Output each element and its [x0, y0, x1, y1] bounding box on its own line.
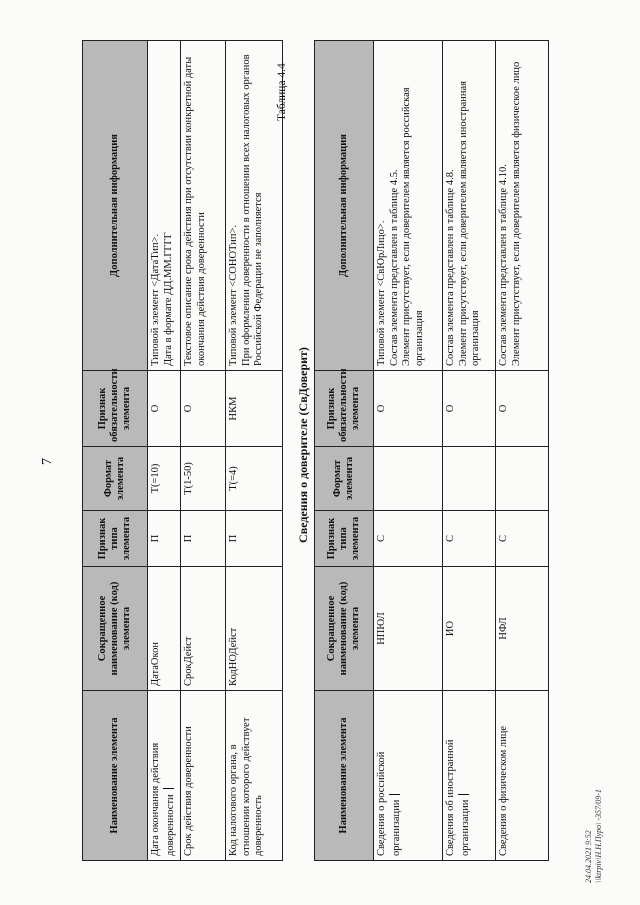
header-cell: Дополнительная информация	[315, 41, 374, 371]
table-row	[374, 41, 443, 861]
header-cell: Признак обязательности элемента	[83, 371, 148, 447]
element-format	[374, 447, 443, 511]
element-info: Текстовое описание срока действия при отсутствии конкретной даты окончания действия доверенности	[181, 41, 226, 371]
header-cell: Признак типа элемента	[315, 511, 374, 567]
table-row	[148, 41, 181, 861]
element-name-cell	[148, 691, 181, 861]
element-name: Код налогового органа, в отношении которого действует доверенность	[226, 691, 283, 861]
table-row	[181, 41, 226, 861]
element-type: П	[181, 511, 226, 567]
info-line: Состав элемента представлен в таблице 4.8.	[445, 169, 456, 366]
element-info	[148, 41, 181, 371]
header-cell: Наименование элемента	[315, 691, 374, 861]
info-line: Состав элемента представлен в таблице 4.5.	[388, 169, 400, 366]
table-header-row	[315, 41, 374, 861]
element-format	[496, 447, 549, 511]
info-line: Дата в формате ДД.ММ.ГГГГ	[162, 232, 174, 366]
element-code: ИО	[443, 567, 496, 691]
element-required: О	[148, 371, 181, 447]
element-type: П	[148, 511, 181, 567]
element-info	[496, 41, 549, 371]
info-line: Состав элемента представлен в таблице 4.10.	[498, 164, 509, 366]
table-row	[226, 41, 283, 861]
element-name: Сведения об иностранной организации	[445, 739, 471, 856]
element-format	[443, 447, 496, 511]
element-format: T(=4)	[226, 447, 283, 511]
table-row	[496, 41, 549, 861]
element-info	[374, 41, 443, 371]
info-line: Типовой элемент <ДатаТип>.	[150, 233, 161, 366]
element-name: Сведения о российской организации	[376, 751, 402, 856]
element-code: ДатаОкон	[148, 567, 181, 691]
element-name: Дата окончания действия доверенности	[150, 742, 176, 856]
info-line: Типовой элемент <СОНОТип>.	[228, 225, 239, 366]
element-format: T(1-50)	[181, 447, 226, 511]
element-type: П	[226, 511, 283, 567]
header-cell: Наименование элемента	[83, 691, 148, 861]
footer-timestamp: 24.04.2021 9:52	[584, 830, 593, 883]
footer-path: \\ktrpiv\Н.Н.Пуро\ -357/09-1	[593, 789, 603, 883]
element-type: С	[443, 511, 496, 567]
header-cell: Дополнительная информация	[83, 41, 148, 371]
page-number: 7	[40, 458, 55, 465]
info-line: Элемент присутствует, если доверителем является иностранная организация	[457, 81, 482, 366]
info-line: Элемент присутствует, если доверителем является физическое лицо	[510, 61, 522, 366]
info-line: Элемент присутствует, если доверителем является российская организация	[401, 87, 425, 366]
element-name-cell	[374, 691, 443, 861]
element-required: О	[374, 371, 443, 447]
table-header-row	[83, 41, 148, 861]
table-row	[443, 41, 496, 861]
element-required: О	[496, 371, 549, 447]
element-format: T(=10)	[148, 447, 181, 511]
element-code: НПЮЛ	[374, 567, 443, 691]
header-cell: Признак типа элемента	[83, 511, 148, 567]
element-name: Срок действия доверенности	[181, 691, 226, 861]
element-required: О	[181, 371, 226, 447]
header-cell: Формат элемента	[315, 447, 374, 511]
print-footer	[584, 789, 603, 883]
table-title: Сведения о доверителе (СвДоверит)	[296, 347, 310, 543]
element-type: С	[496, 511, 549, 567]
cursor-mark	[163, 788, 174, 789]
element-required: НКМ	[226, 371, 283, 447]
header-cell: Признак обязательности элемента	[315, 371, 374, 447]
element-required: О	[443, 371, 496, 447]
element-name: Сведения о физическом лице	[496, 691, 549, 861]
header-cell: Сокращенное наименование (код) элемента	[83, 567, 148, 691]
table-label: Таблица 4.4	[276, 63, 288, 121]
cursor-mark	[389, 794, 400, 795]
header-cell: Формат элемента	[83, 447, 148, 511]
element-code: КодНОДейст	[226, 567, 283, 691]
info-line: Типовой элемент <СвЮрЛицо>.	[376, 220, 387, 366]
cursor-mark	[458, 794, 469, 795]
element-type: С	[374, 511, 443, 567]
principal-table	[314, 40, 549, 861]
element-info	[226, 41, 283, 371]
element-info	[443, 41, 496, 371]
elements-table	[82, 40, 283, 861]
element-name-cell	[443, 691, 496, 861]
element-code: СрокДейст	[181, 567, 226, 691]
info-line: При оформлении доверенности в отношении всех налоговых органов Российской Федерации не заполняется	[240, 54, 265, 366]
header-cell: Сокращенное наименование (код) элемента	[315, 567, 374, 691]
element-code: НФЛ	[496, 567, 549, 691]
